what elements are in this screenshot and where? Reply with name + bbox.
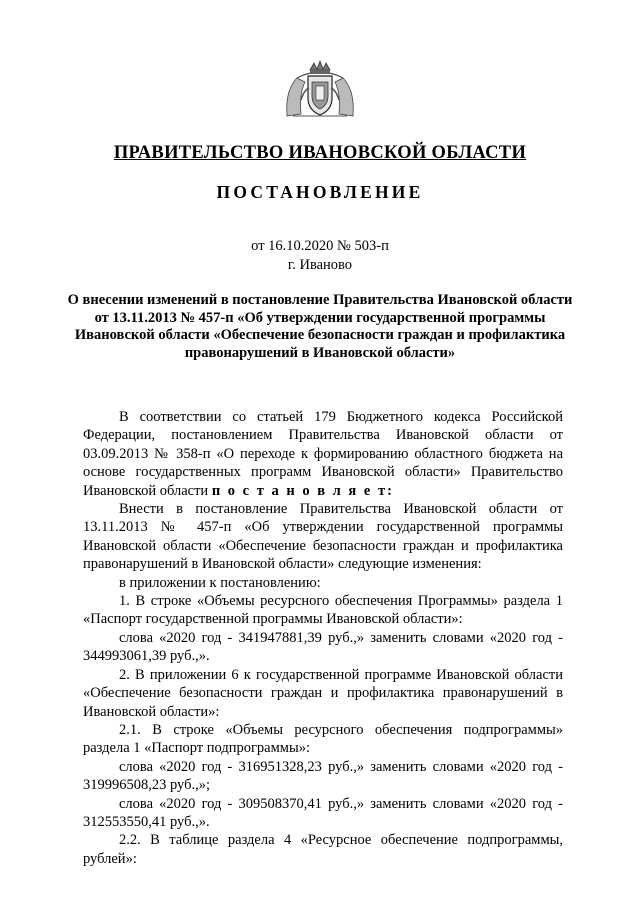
coat-of-arms-icon (283, 60, 357, 120)
document-type: ПОСТАНОВЛЕНИЕ (216, 182, 424, 202)
paragraph: Внести в постановление Правительства Ивановской области от 13.11.2013 № 457-п «Об утверждении государственной программы Ивановской области «Обеспечение безопасности граждан и профилактика правонарушений в Ивановской области» следующие изменения: (83, 501, 563, 573)
paragraph: слова «2020 год - 316951328,23 руб.,» заменить словами «2020 год - 319996508,23 руб.,»; (83, 758, 563, 794)
preamble-text: В соответствии со статьей 179 Бюджетного кодекса Российской Федерации, постановлением Правительства Ивановской области от 03.09.2013 № 358-п «О переходе к формированию областного бюджета на основе государственных программ Ивановской области» Правительство Ивановской области (83, 409, 563, 499)
document-date-number: от 16.10.2020 № 503-п (251, 238, 389, 254)
paragraph: слова «2020 год - 309508370,41 руб.,» заменить словами «2020 год - 312553550,41 руб.,». (83, 795, 563, 830)
document-body (83, 408, 563, 868)
government-title: ПРАВИТЕЛЬСТВО ИВАНОВСКОЙ ОБЛАСТИ (113, 143, 527, 163)
paragraph: 2.2. В таблице раздела 4 «Ресурсное обеспечение подпрограммы, рублей»: (83, 832, 563, 867)
document-city: г. Иваново (287, 257, 353, 273)
paragraph-preamble (83, 408, 563, 500)
resolves-keyword: п о с т а н о в л я е т: (211, 482, 394, 499)
document-subject: О внесении изменений в постановление Правительства Ивановской области от 13.11.2013 № 457-п «Об утверждении государственной программы Ивановской области «Обеспечение безопасности граждан и профилактика правонарушений в Ивановской области» (67, 292, 573, 361)
paragraph: в приложении к постановлению: (119, 574, 321, 591)
paragraph: 2.1. В строке «Объемы ресурсного обеспечения подпрограммы» раздела 1 «Паспорт подпрограммы»: (83, 721, 563, 757)
paragraph: 2. В приложении 6 к государственной программе Ивановской области «Обеспечение безопасности граждан и профилактика правонарушений в Ивановской области»: (83, 666, 563, 720)
paragraph: 1. В строке «Объемы ресурсного обеспечения Программы» раздела 1 «Паспорт государственной программы Ивановской области»: (83, 593, 563, 628)
paragraph: слова «2020 год - 341947881,39 руб.,» заменить словами «2020 год - 344993061,39 руб.,». (83, 629, 563, 665)
